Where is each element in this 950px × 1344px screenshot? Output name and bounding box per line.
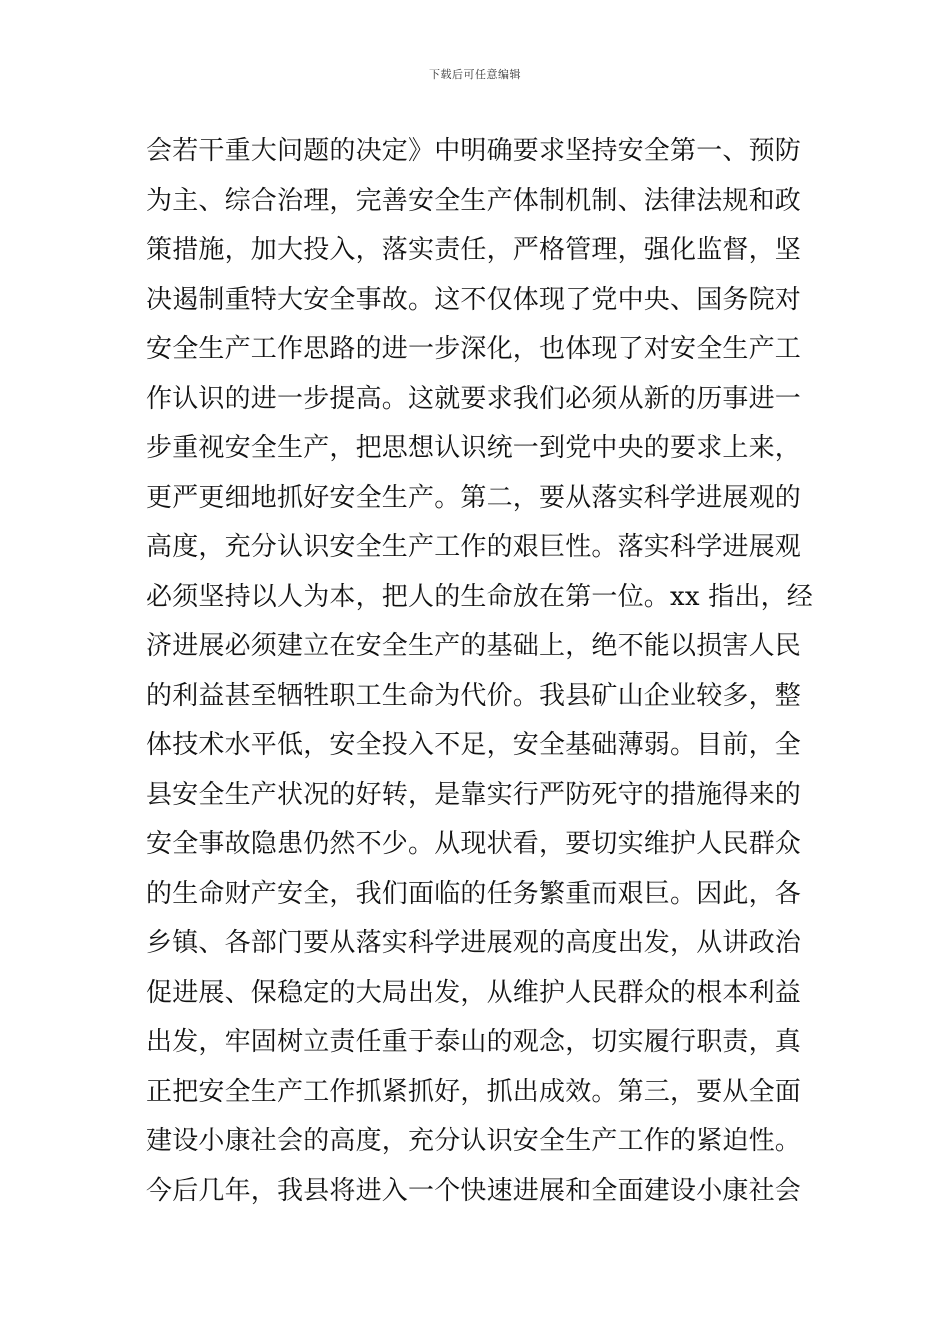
text-line: 步重视安全生产，把思想认识统一到党中央的要求上来， (146, 433, 802, 463)
text-line: 安全事故隐患仍然不少。从现状看，要切实维护人民群众 (146, 829, 802, 859)
text-line: 必须坚持以人为本，把人的生命放在第一位。xx 指出，经 (146, 581, 813, 612)
text-line: 出发，牢固树立责任重于泰山的观念，切实履行职责，真 (146, 1027, 802, 1057)
text-line: 济进展必须建立在安全生产的基础上，绝不能以损害人民 (146, 631, 802, 661)
text-line: 会若干重大问题的决定》中明确要求坚持安全第一、预防 (146, 136, 802, 166)
text-line: 为主、综合治理，完善安全生产体制机制、法律法规和政 (146, 185, 802, 216)
text-line: 高度，充分认识安全生产工作的艰巨性。落实科学进展观 (146, 532, 802, 562)
text-line: 决遏制重特大安全事故。这不仅体现了党中央、国务院对 (146, 284, 802, 315)
text-line: 正把安全生产工作抓紧抓好，抓出成效。第三，要从全面 (146, 1076, 802, 1107)
text-line: 县安全生产状况的好转，是靠实行严防死守的措施得来的 (146, 779, 802, 810)
body-text (146, 127, 826, 1216)
text-line: 乡镇、各部门要从落实科学进展观的高度出发，从讲政治 (146, 928, 802, 958)
text-line: 策措施，加大投入，落实责任，严格管理，强化监督，坚 (146, 235, 802, 265)
text-line: 安全生产工作思路的进一步深化，也体现了对安全生产工 (146, 334, 802, 364)
text-line: 的生命财产安全，我们面临的任务繁重而艰巨。因此，各 (146, 878, 802, 909)
text-line: 更严更细地抓好安全生产。第二，要从落实科学进展观的 (146, 482, 802, 513)
text-line: 体技术水平低，安全投入不足，安全基础薄弱。目前，全 (146, 730, 802, 760)
text-line: 今后几年，我县将进入一个快速进展和全面建设小康社会 (146, 1175, 802, 1206)
text-line: 作认识的进一步提高。这就要求我们必须从新的历事进一 (146, 383, 802, 414)
text-line: 的利益甚至牺牲职工生命为代价。我县矿山企业较多，整 (146, 680, 802, 711)
text-line: 建设小康社会的高度，充分认识安全生产工作的紧迫性。 (146, 1126, 802, 1156)
page-header-note: 下载后可任意编辑 (429, 68, 521, 81)
text-line: 促进展、保稳定的大局出发，从维护人民群众的根本利益 (146, 977, 802, 1008)
